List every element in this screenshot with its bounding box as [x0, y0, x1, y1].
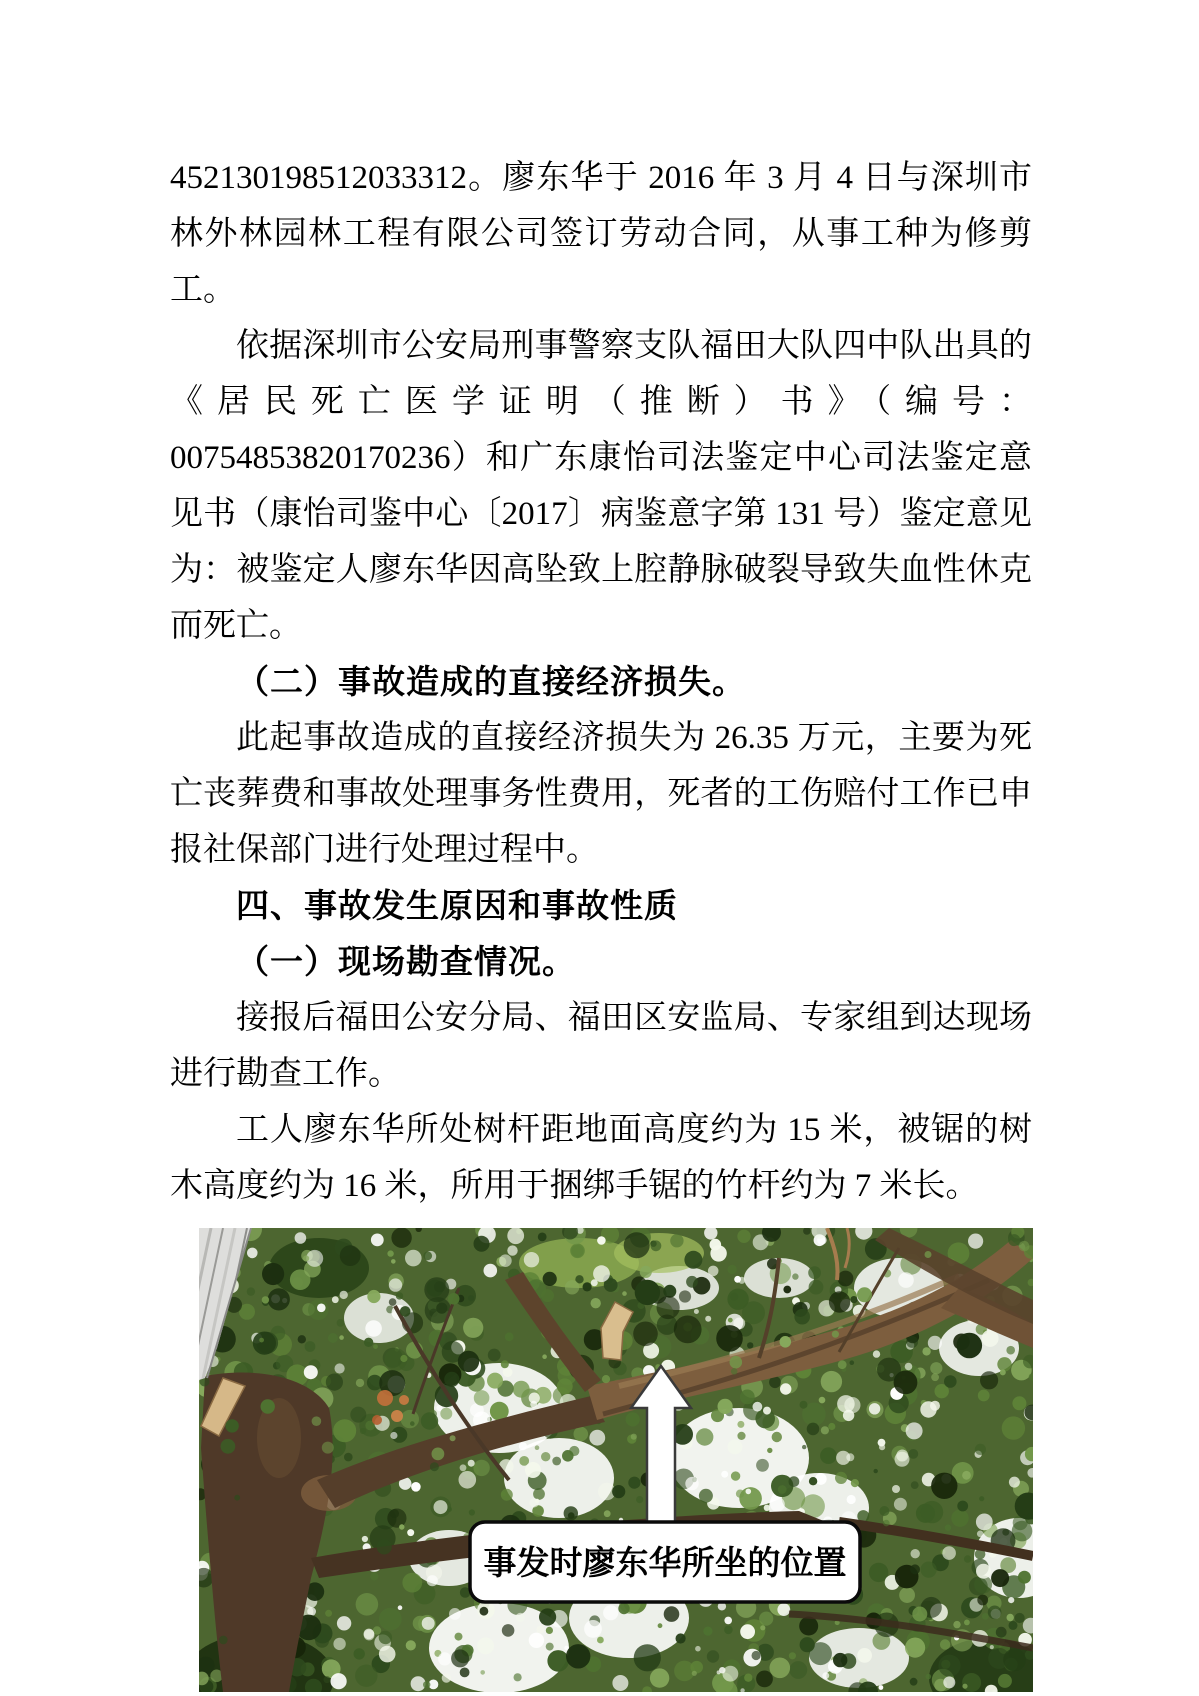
paragraph-economic-loss: 此起事故造成的直接经济损失为 26.35 万元，主要为死亡丧葬费和事故处理事务性费用，死者的工伤赔付工作已申报社保部门进行处理过程中。	[170, 720, 1032, 868]
paragraph-survey-teams: 接报后福田公安分局、福田区安监局、专家组到达现场进行勘查工作。	[170, 1000, 1032, 1092]
section-heading-site-survey: （一）现场勘查情况。	[236, 943, 576, 980]
paragraph-id-and-contract: 452130198512033312。廖东华于 2016 年 3 月 4 日与深圳市林外林园林工程有限公司签订劳动合同，从事工种为修剪工。	[170, 160, 1032, 308]
scene-photo	[199, 1228, 1033, 1692]
document-body	[170, 150, 1032, 1214]
section-heading-economic-loss: （二）事故造成的直接经济损失。	[236, 663, 746, 700]
photo-caption-label: 事发时廖东华所坐的位置	[483, 1544, 847, 1581]
paragraph-measurements: 工人廖东华所处树杆距地面高度约为 15 米，被锯的树木高度约为 16 米，所用于捆绑手锯的竹杆约为 7 米长。	[170, 1112, 1032, 1204]
paragraph-death-certificate: 依据深圳市公安局刑事警察支队福田大队四中队出具的《居民死亡医学证明（推断）书》（编号：00754853820170236）和广东康怡司法鉴定中心司法鉴定意见书（康怡司鉴中心〔2017〕病鉴意字第 131 号）鉴定意见为：被鉴定人廖东华因高坠致上腔静脉破裂导致失血性休克而死亡。	[170, 328, 1032, 644]
section-heading-cause-and-nature: 四、事故发生原因和事故性质	[236, 887, 678, 924]
tree-canopy-illustration	[199, 1228, 1033, 1692]
